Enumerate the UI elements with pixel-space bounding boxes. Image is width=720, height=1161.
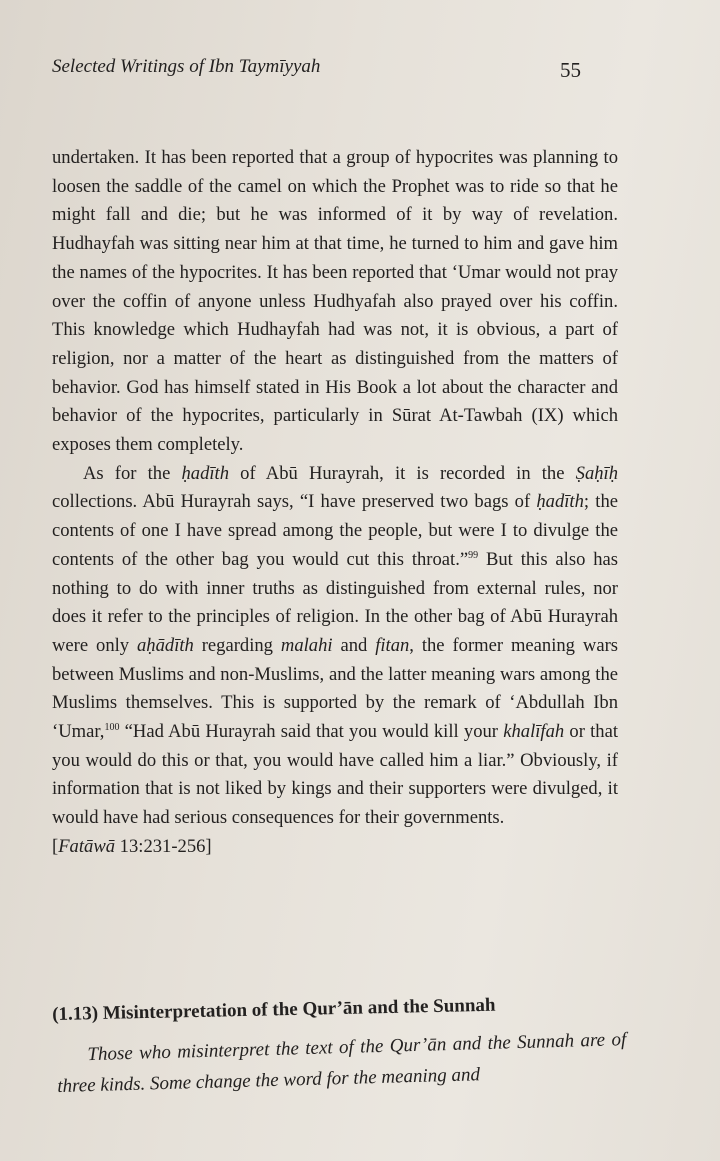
text-run: “Had Abū Hurayrah said that you would kill your	[119, 721, 504, 743]
section-intro	[56, 1024, 628, 1102]
paragraph-continuation: undertaken. It has been reported that a group of hypocrites was planning to loosen the saddle of the camel on which the Prophet was to ride so that he might fall and die; but he was informed of it by way of revelation. Hudhayfah was sitting near him at that time, he turned to him and gave him the names of the hypocrites. It has been reported that ‘Umar would not pray over the coffin of anyone unless Hudhyafah also prayed over his coffin. This knowledge which Hudhayfah had was not, it is obvious, a part of religion, nor a matter of the heart as distinguished from the matters of behavior. God has himself stated in His Book a lot about the character and behavior of the hypocrites, particularly in Sūrat At-Tawbah (IX) which exposes them completely.	[52, 147, 618, 456]
paragraph-hadith	[52, 460, 618, 833]
section-heading: (1.13) Misinterpretation of the Qur’ān and the Sunnah	[52, 994, 496, 1025]
italic-term: aḥādīth	[137, 634, 194, 656]
italic-term: khalīfah	[503, 721, 565, 743]
text-run: regarding	[193, 634, 281, 656]
italic-term: fitan	[375, 634, 410, 656]
citation	[52, 833, 618, 862]
text-run: of Abū Hurayrah, it is recorded in the	[229, 462, 576, 484]
main-text	[52, 144, 618, 862]
italic-term: Ṣaḥīḥ	[575, 462, 618, 484]
text-run: But this also has nothing to do with inner truths as distinguished from external rules, nor does it refer to the principles of religion. In the other bag of Abū Hurayrah were only	[52, 548, 618, 656]
text-run: and	[332, 634, 376, 656]
text-run: Qur’ān	[389, 1034, 447, 1057]
footnote-ref-99: 99	[468, 549, 479, 561]
italic-term: ḥadīth	[181, 462, 230, 484]
footnote-ref-100: 100	[104, 722, 120, 734]
text-run: [	[52, 835, 59, 857]
citation-source: Fatāwā	[58, 835, 116, 857]
italic-term: ḥadīth	[536, 491, 584, 513]
page-number: 55	[560, 58, 581, 82]
text-run: and the Sunnah are of three kinds. Some change the word for the meaning and	[57, 1029, 627, 1097]
text-run: or that you would do this or that, you would have called him a liar.” Obviously, if information that is not liked by kings and their supporters were divulged, it would have had serious consequences for their governments.	[52, 721, 618, 829]
text-run: , the former meaning wars between Muslims and non-Muslims, and the latter meaning wars among the Muslims themselves. This is supported by the remark of ‘Abdullah Ibn ‘Umar,	[52, 634, 618, 743]
text-run: collections. Abū Hurayrah says, “I have preserved two bags of	[52, 491, 537, 513]
text-run: ; the contents of one I have spread among the people, but were I to divulge the contents of the other bag you would cut this throat.”	[52, 491, 618, 570]
text-run: As for the	[83, 462, 182, 484]
intro-paragraph	[56, 1024, 628, 1102]
italic-term: malahi	[280, 634, 333, 656]
running-title: Selected Writings of Ibn Taymīyyah	[52, 56, 321, 77]
text-run: 13:231-256]	[115, 835, 212, 857]
text-run: Those who misinterpret the text of the	[87, 1035, 391, 1066]
